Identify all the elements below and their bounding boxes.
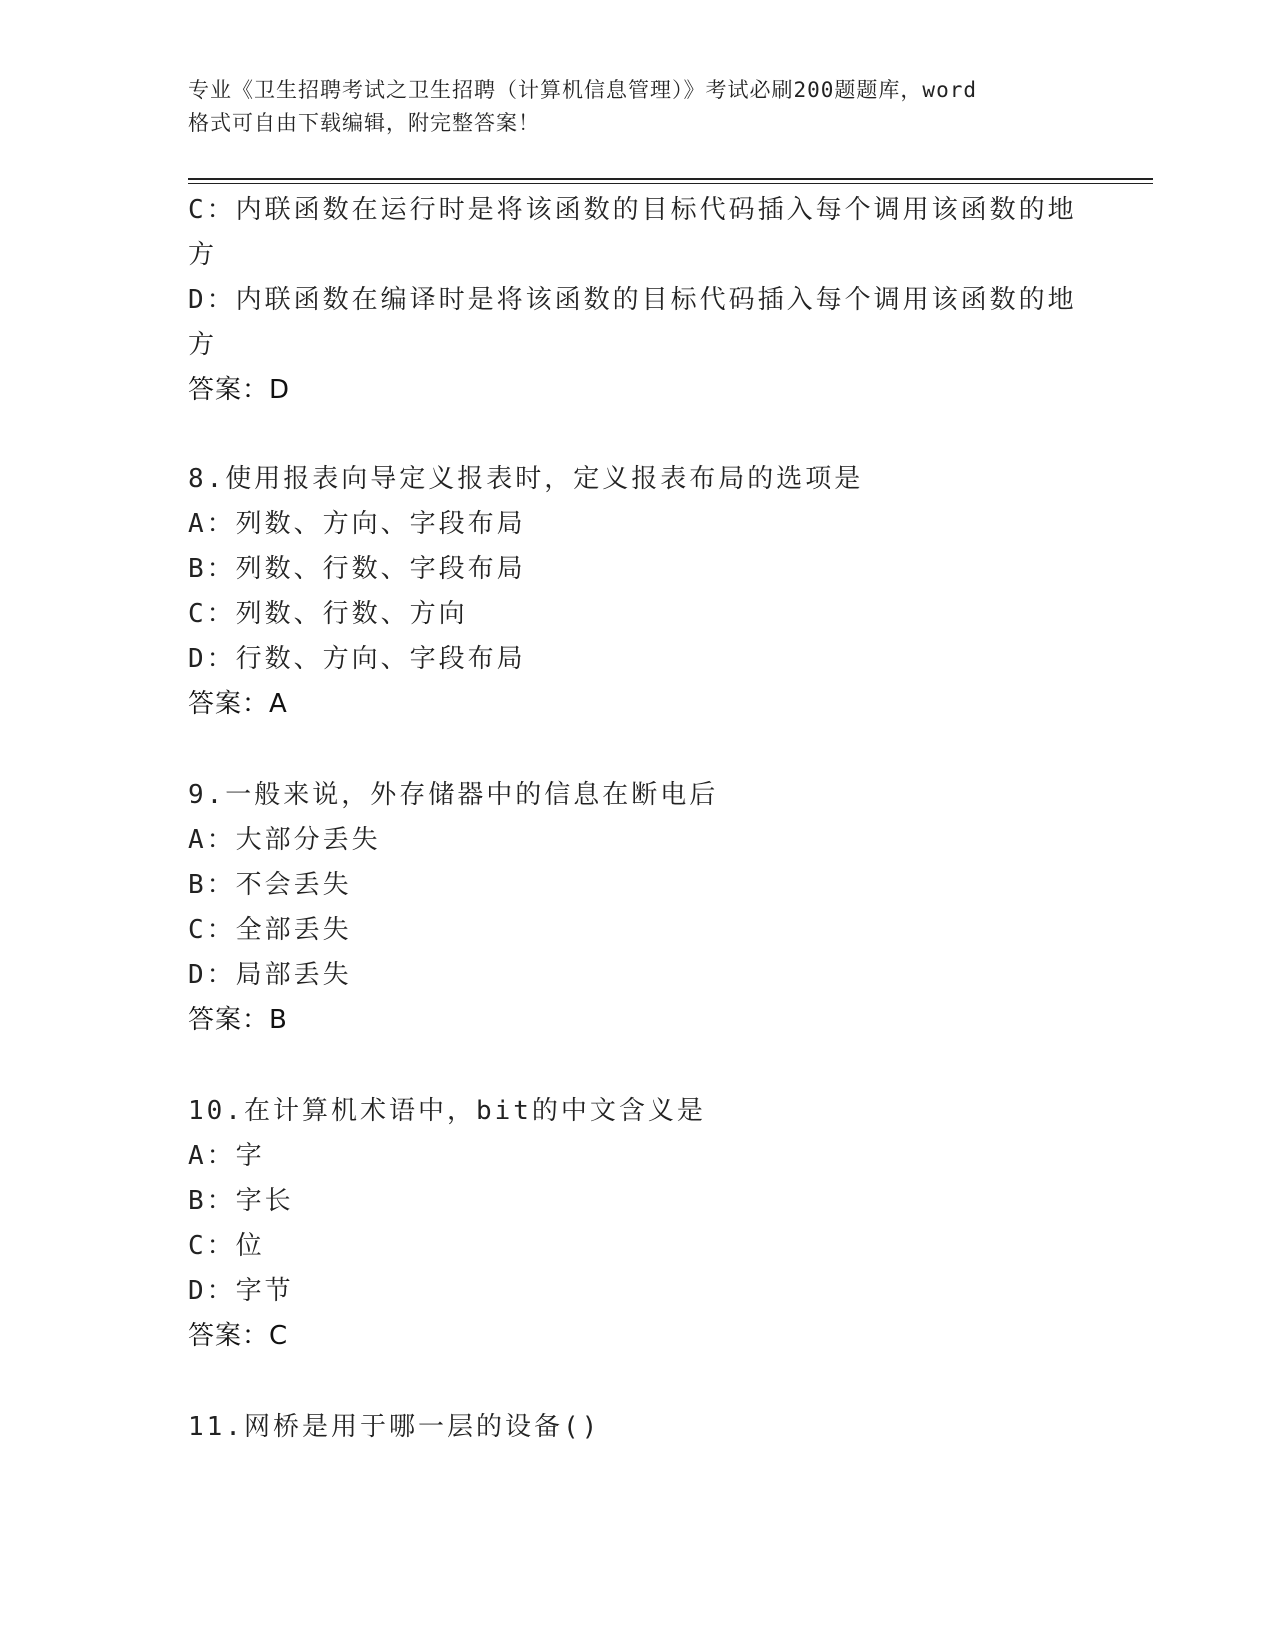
question-9: 9.一般来说，外存储器中的信息在断电后 (188, 780, 719, 810)
answer: 答案：D (188, 375, 291, 405)
question-10-option-b: B：字长 (188, 1186, 294, 1216)
option-c: C：内联函数在运行时是将该函数的目标代码插入每个调用该函数的地 (188, 195, 1077, 225)
option-d: D：内联函数在编译时是将该函数的目标代码插入每个调用该函数的地 (188, 285, 1077, 315)
question-10-answer: 答案：C (188, 1321, 289, 1351)
question-11: 11.网桥是用于哪一层的设备() (188, 1412, 601, 1442)
question-8-option-c: C：列数、行数、方向 (188, 599, 468, 629)
question-8-answer: 答案：A (188, 689, 288, 719)
question-8-option-a: A：列数、方向、字段布局 (188, 509, 526, 539)
question-10: 10.在计算机术语中，bit的中文含义是 (188, 1096, 706, 1126)
question-8-option-d: D：行数、方向、字段布局 (188, 644, 526, 674)
question-9-answer: 答案：B (188, 1005, 288, 1035)
header-divider-thin (188, 183, 1153, 184)
question-9-option-a: A：大部分丢失 (188, 825, 381, 855)
question-10-option-c: C：位 (188, 1231, 265, 1261)
question-9-option-d: D：局部丢失 (188, 960, 352, 990)
header-line-1: 专业《卫生招聘考试之卫生招聘（计算机信息管理）》考试必刷200题题库，word (188, 78, 977, 102)
option-d-wrap: 方 (188, 330, 218, 360)
question-8-option-b: B：列数、行数、字段布局 (188, 554, 526, 584)
header-line-2: 格式可自由下载编辑，附完整答案！ (188, 111, 540, 135)
question-10-option-d: D：字节 (188, 1276, 294, 1306)
question-10-option-a: A：字 (188, 1141, 265, 1171)
question-9-option-b: B：不会丢失 (188, 870, 352, 900)
document-header (188, 74, 1088, 140)
question-8: 8.使用报表向导定义报表时，定义报表布局的选项是 (188, 464, 864, 494)
header-divider-thick (188, 178, 1153, 180)
question-9-option-c: C：全部丢失 (188, 915, 352, 945)
option-c-wrap: 方 (188, 240, 218, 270)
